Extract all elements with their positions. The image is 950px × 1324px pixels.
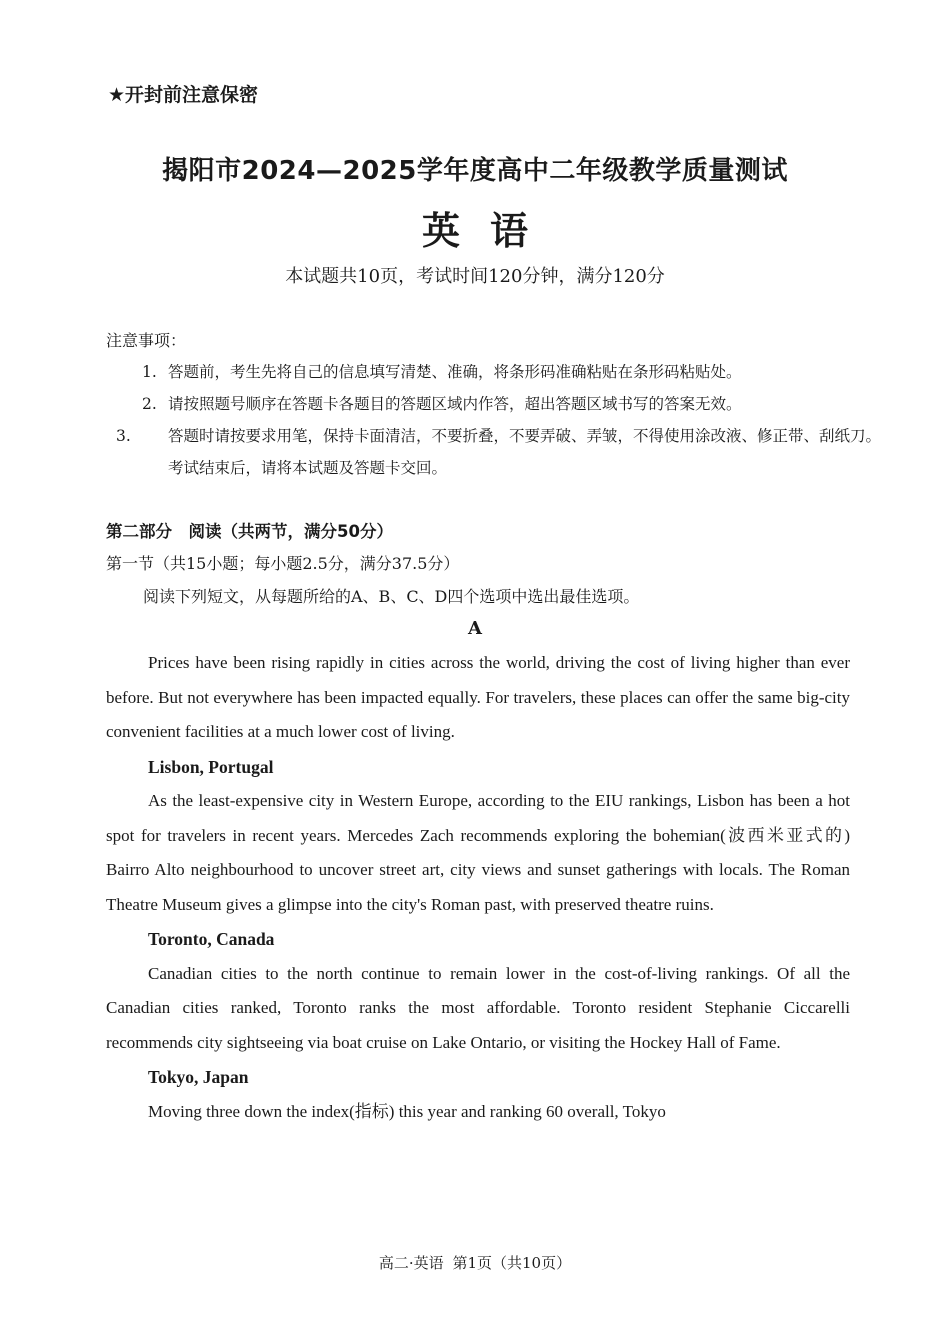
page-footer: 高二·英语 第1页（共10页） — [378, 1254, 572, 1272]
note-number: 3. — [116, 427, 131, 445]
note-number: 1. — [142, 363, 157, 381]
section-heading: 第一节（共15小题；每小题2.5分，满分37.5分） — [106, 554, 460, 573]
note-item — [116, 420, 883, 484]
exam-info: 本试题共10页，考试时间120分钟，满分120分 — [285, 266, 665, 287]
reading-passage — [106, 646, 850, 1129]
note-number: 2. — [142, 395, 157, 413]
passage-letter: A — [468, 618, 482, 639]
note-item — [142, 388, 857, 420]
city-paragraph: Canadian cities to the north continue to remain lower in the cost-of-living rankings. Of all the Canadian cities ranked, Toronto ranks the most affordable. Toronto resident Stephanie Ciccarelli recommends city sightseeing via boat cruise on Lake Ontario, or visiting the Hockey Hall of Fame. — [106, 963, 850, 1052]
city-paragraph: As the least-expensive city in Western Europe, according to the EIU rankings, Lisbon has been a hot spot for travelers in recent years. Mercedes Zach recommends exploring the bohemian(波西米亚式的) Bairro Alto neighbourhood to uncover street art, city views and sunset gatherings with locals. The Roman Theatre Museum gives a glimpse into the city's Roman past, with preserved theatre ruins. — [106, 791, 850, 914]
exam-title: 揭阳市2024—2025学年度高中二年级教学质量测试 — [162, 156, 788, 186]
confidential-notice: ★开封前注意保密 — [108, 84, 259, 106]
note-text: 请按照题号顺序在答题卡各题目的答题区域内作答，超出答题区域书写的答案无效。 — [168, 395, 742, 413]
reading-instruction: 阅读下列短文，从每题所给的A、B、C、D四个选项中选出最佳选项。 — [143, 587, 640, 606]
subject-title: 英语 — [421, 208, 558, 253]
note-item — [142, 356, 857, 388]
city-heading: Toronto, Canada — [148, 929, 275, 949]
note-text: 答题时请按要求用笔，保持卡面清洁，不要折叠，不要弄破、弄皱，不得使用涂改液、修正带、刮纸刀。考试结束后，请将本试题及答题卡交回。 — [168, 427, 882, 477]
city-heading: Lisbon, Portugal — [148, 756, 274, 777]
passage-intro: Prices have been rising rapidly in cities across the world, driving the cost of living higher than ever before. But not everywhere has been impacted equally. For travelers, these places can offer the same big-city convenient facilities at a much lower cost of living. — [106, 653, 850, 741]
city-heading: Tokyo, Japan — [148, 1067, 249, 1087]
notes-heading: 注意事项： — [106, 331, 187, 350]
city-paragraph: Moving three down the index(指标) this year and ranking 60 overall, Tokyo — [148, 1101, 666, 1121]
part-heading: 第二部分 阅读（共两节，满分50分） — [106, 522, 393, 541]
note-text: 答题前，考生先将自己的信息填写清楚、准确，将条形码准确粘贴在条形码粘贴处。 — [168, 363, 742, 381]
